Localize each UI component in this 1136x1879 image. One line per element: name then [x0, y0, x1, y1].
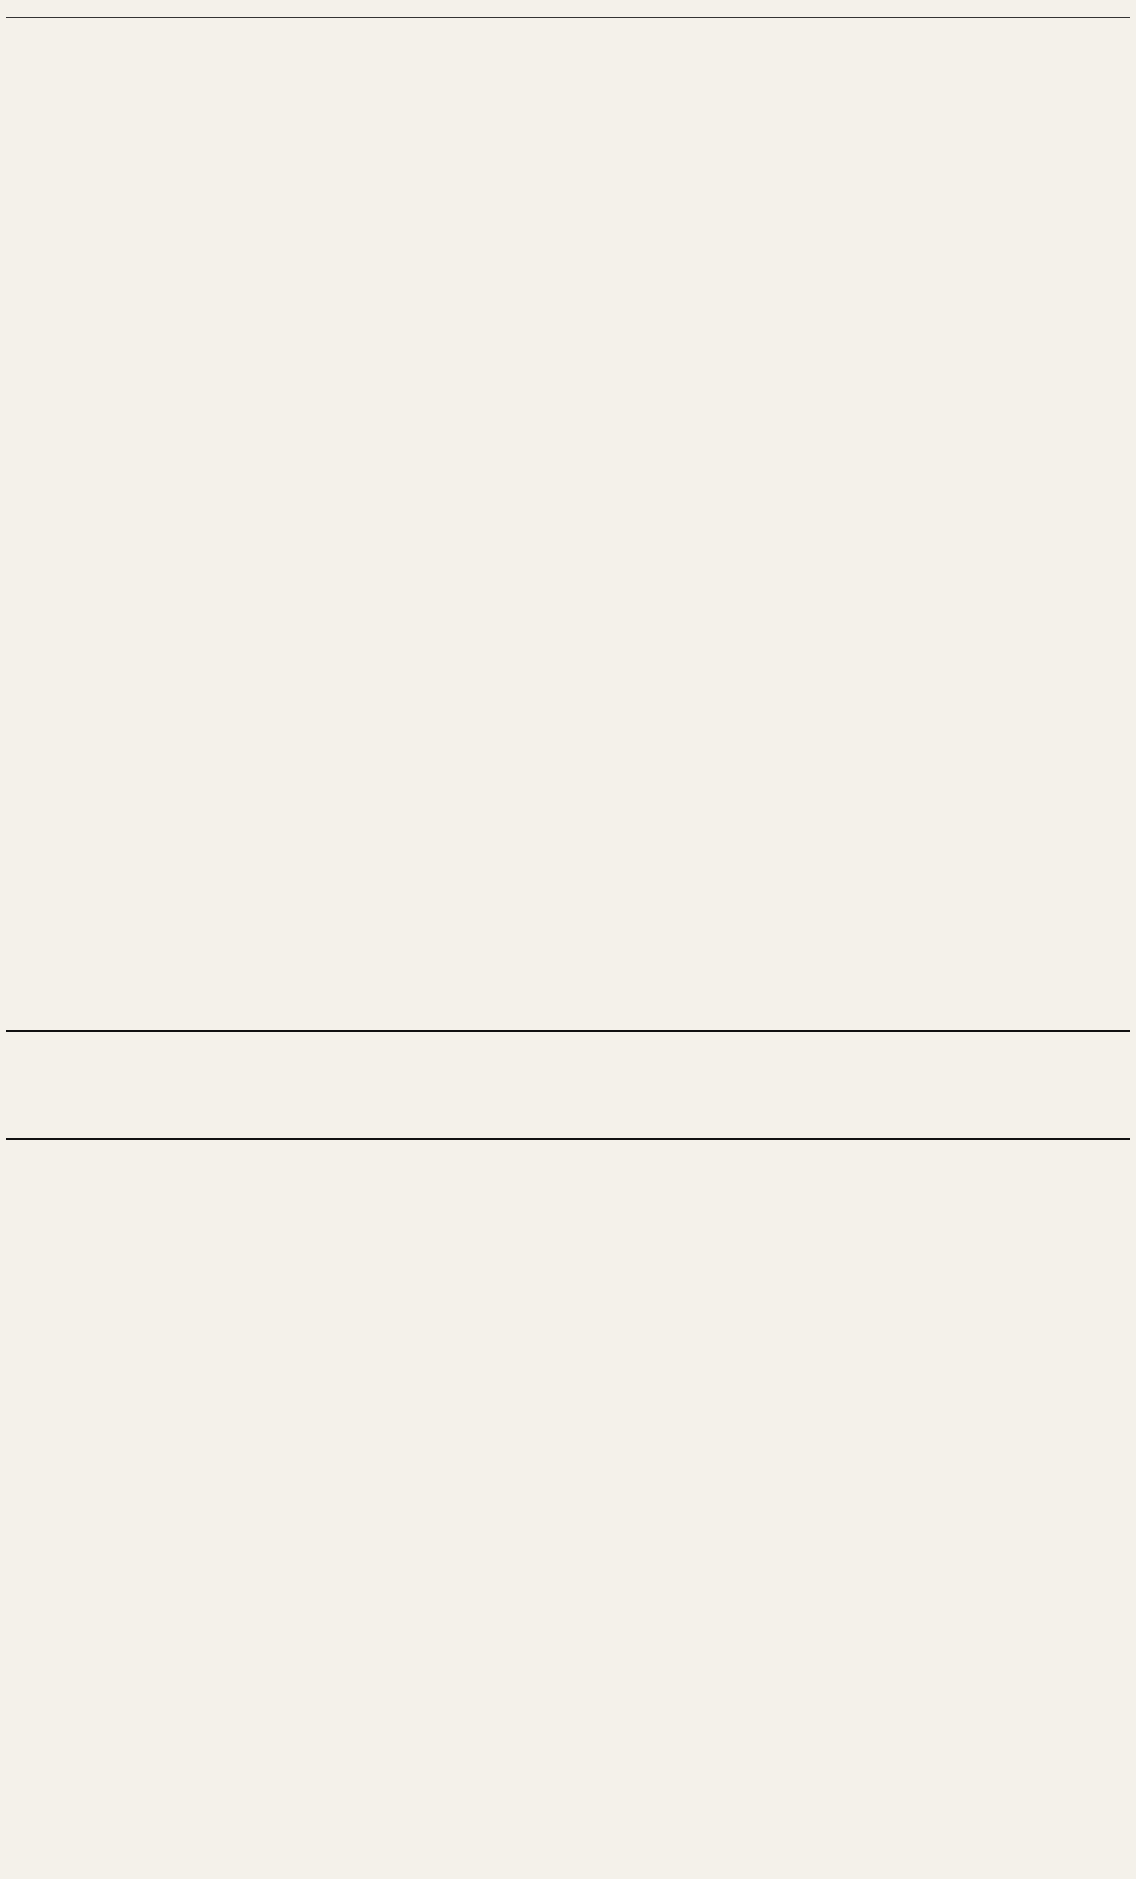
service-guide-section	[6, 1148, 1130, 1866]
help-wanted-section	[6, 22, 1130, 1022]
home-service-guide-banner	[6, 1030, 1130, 1140]
page-header	[6, 4, 1130, 18]
